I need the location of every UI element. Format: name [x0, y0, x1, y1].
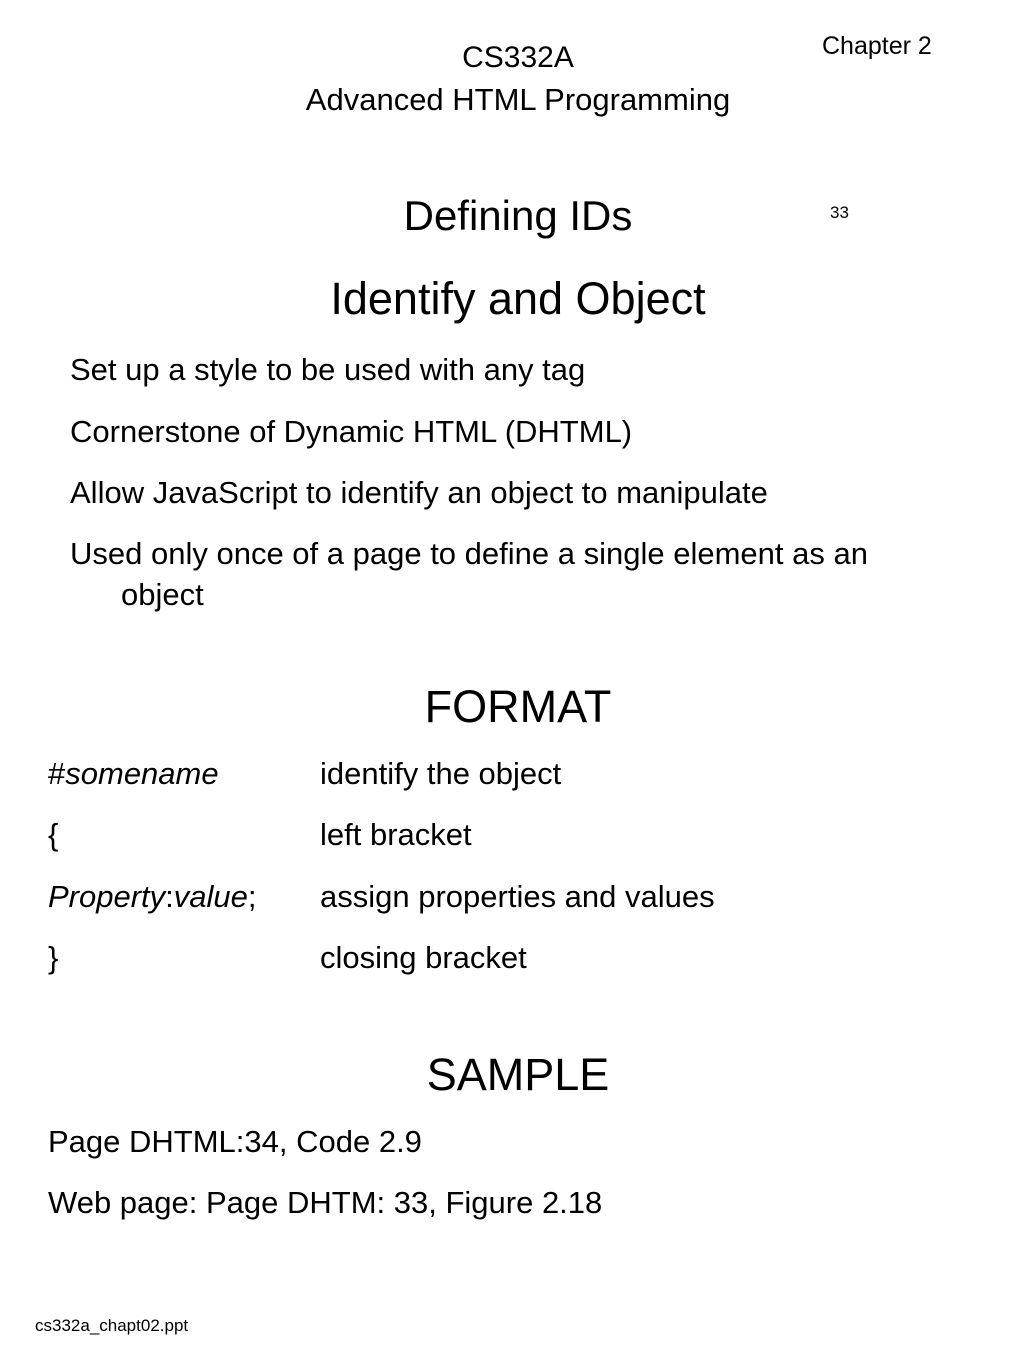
format-heading: FORMAT [424, 681, 612, 732]
semicolon-symbol: ; [247, 879, 257, 914]
format-code-property-value [48, 878, 257, 916]
format-code-somename [48, 755, 219, 793]
bullet-item-continuation: object [121, 577, 204, 612]
bullet-item: Set up a style to be used with any tag [70, 352, 586, 387]
format-desc: identify the object [320, 756, 562, 791]
course-name: Advanced HTML Programming [305, 82, 731, 117]
sample-line: Page DHTML:34, Code 2.9 [48, 1124, 422, 1159]
bullet-item: Cornerstone of Dynamic HTML (DHTML) [70, 414, 633, 449]
format-desc: closing bracket [320, 940, 527, 975]
bullet-item: Allow JavaScript to identify an object to manipulate [70, 475, 768, 510]
chapter-label: Chapter 2 [822, 32, 932, 60]
property-word: Property [48, 879, 166, 914]
course-code: CS332A [462, 41, 574, 74]
slide-title: Defining IDs [403, 192, 633, 239]
footer-filename: cs332a_chapt02.ppt [35, 1316, 189, 1335]
bullet-item: Used only once of a page to define a single element as an [70, 536, 868, 571]
sample-line: Web page: Page DHTM: 33, Figure 2.18 [48, 1185, 603, 1220]
selector-name: somename [65, 756, 219, 791]
colon-symbol: : [165, 879, 174, 914]
value-word: value [173, 879, 248, 914]
format-code-right-bracket: } [48, 940, 59, 975]
format-code-left-bracket: { [48, 817, 59, 852]
hash-symbol: # [48, 756, 66, 791]
identify-heading: Identify and Object [330, 273, 706, 324]
format-desc: left bracket [320, 817, 472, 852]
format-desc: assign properties and values [320, 879, 715, 914]
sample-heading: SAMPLE [426, 1049, 610, 1100]
slide-number: 33 [830, 203, 849, 222]
